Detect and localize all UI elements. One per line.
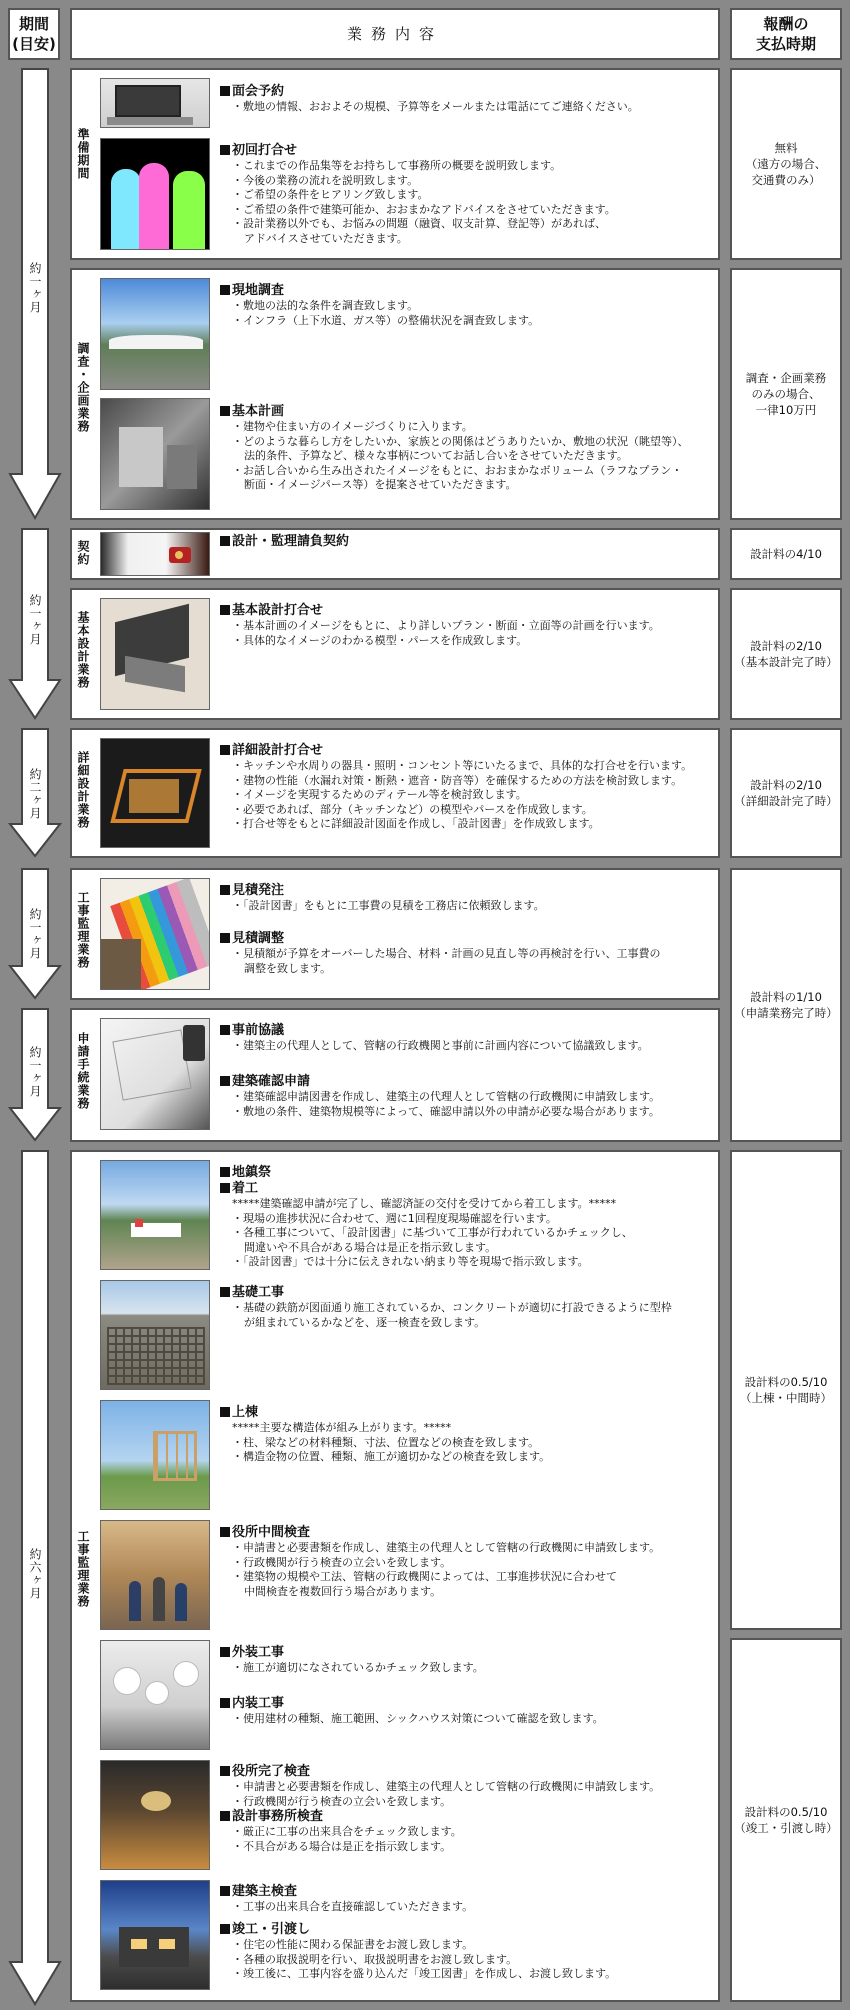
payment-cell-8 [730, 1638, 842, 2002]
site-photo [100, 278, 210, 390]
task-title: 事前協議 [232, 1023, 285, 1038]
task-line: ・ご希望の条件で建築可能か、おおまかなアドバイスをさせていただきます。 [232, 202, 616, 216]
payment-text: 設計料の4/10 [750, 547, 822, 561]
task-title: 建築主検査 [232, 1884, 298, 1899]
payment-cell-6 [730, 868, 842, 1142]
foundation-rebar-photo [100, 1280, 210, 1390]
task-genchi [220, 283, 539, 328]
task-title: 竣工・引渡し [232, 1922, 311, 1937]
task-line: 断面・イメージパース等）を提案させていただきます。 [244, 478, 517, 491]
task-line: ・具体的なイメージのわかる模型・パースを作成致します。 [232, 633, 528, 647]
task-line: ・行政機関が行う検査の立会いを致します。 [232, 1555, 452, 1569]
framing-photo [100, 1400, 210, 1510]
task-title: 見積発注 [232, 883, 285, 898]
payment-text: 無料 （遠方の場合、 交通費のみ） [745, 141, 827, 187]
payment-text: 設計料の2/10 （基本設計完了時） [734, 639, 838, 669]
task-kanryo-kensa [220, 1764, 660, 1854]
task-line: *****主要な構造体が組み上がります。***** [232, 1421, 452, 1434]
task-line: 間違いや不具合がある場合は是正を指示致します。 [244, 1240, 497, 1254]
task-title: 内装工事 [232, 1696, 285, 1711]
task-line: ・不具合がある場合は是正を指示致します。 [232, 1839, 452, 1853]
task-title: 上棟 [232, 1405, 259, 1420]
task-line: ・構造金物の位置、種類、施工が適切かなどの検査を致します。 [232, 1450, 551, 1463]
interior-model-photo [100, 398, 210, 510]
task-line: ・どのような暮らし方をしたいか、家族との関係はどうありたいか、敷地の状況（眺望等）、 [232, 434, 689, 448]
payment-cell-5 [730, 728, 842, 858]
task-line: ・申請書と必要書類を作成し、建築主の代理人として管轄の行政機関に申請致します。 [232, 1780, 661, 1793]
task-title: 役所完了検査 [232, 1764, 311, 1779]
task-line: ・住宅の性能に関わる保証書をお渡し致します。 [232, 1938, 474, 1951]
wood-frame-model-photo [100, 738, 210, 848]
task-line: ・建築物の規模や工法、管轄の行政機関によっては、工事進捗状況に合わせて [232, 1570, 617, 1583]
payment-text: 設計料の2/10 （詳細設計完了時） [734, 778, 838, 808]
task-line: *****建築確認申請が完了し、確認済証の交付を受けてから着工します。***** [232, 1197, 617, 1210]
stage-label-estimate: 工事監理業務 [76, 891, 90, 969]
task-line: ・建物の性能（水漏れ対策・断熱・遮音・防音等）を確保するための方法を検討致します。 [232, 773, 683, 787]
period-label-3: 約二ヶ月 [28, 768, 42, 820]
task-title: 初回打合せ [232, 143, 298, 158]
color-swatch-photo [100, 878, 210, 990]
payment-text: 調査・企画業務 のみの場合、 一律10万円 [745, 371, 827, 417]
stage-label-construction: 工事監理業務 [76, 1530, 90, 1608]
task-line: ・竣工後に、工事内容を盛り込んだ「竣工図書」を作成し、お渡し致します。 [232, 1967, 617, 1980]
task-line: ・施工が適切になされているかチェック致します。 [232, 1661, 484, 1674]
task-title: 建築確認申請 [232, 1074, 311, 1089]
task-line: ・敷地の情報、おおよその規模、予算等をメールまたは電話にてご連絡ください。 [232, 100, 639, 113]
task-line: が組まれているかなどを、逐一検査を致します。 [244, 1315, 486, 1329]
payment-cell-7 [730, 1150, 842, 1630]
task-line: 法的条件、予算など、様々な事柄についてお話し合いをさせていただきます。 [244, 449, 628, 462]
task-line: ・基礎の鉄筋が図面通り施工されているか、コンクリートが適切に打設できるように型枠 [232, 1301, 672, 1314]
task-naiso [220, 1696, 604, 1727]
contract-seal-photo [100, 532, 210, 576]
task-hikiwatashi [220, 1922, 616, 1982]
task-line: ・厳正に工事の出来具合をチェック致します。 [232, 1825, 462, 1838]
task-jizen-kyogi [220, 1023, 649, 1054]
task-title: 現地調査 [232, 283, 285, 298]
stage-label-survey: 調査・企画業務 [76, 342, 90, 433]
task-kihonsekkei [220, 603, 660, 648]
task-line: ・「設計図書」をもとに工事費の見積を工務店に依頼致します。 [232, 899, 545, 912]
stage-label-detail: 詳細設計業務 [76, 751, 90, 829]
task-line: ・行政機関が行う検査の立会いを致します。 [232, 1794, 452, 1808]
stage-label-basic: 基本設計業務 [76, 611, 90, 689]
task-menkai [220, 84, 639, 115]
task-title: 地鎮祭 [232, 1165, 272, 1180]
task-line: アドバイスさせていただきます。 [244, 231, 408, 245]
task-line: ・打合せ等をもとに詳細設計図面を作成し、「設計図書」を作成致します。 [232, 817, 600, 830]
task-line: ・インフラ（上下水道、ガス等）の整備状況を調査致します。 [232, 313, 540, 327]
task-line: ・今後の業務の流れを説明致します。 [232, 173, 419, 187]
payment-text: 設計料の1/10 （申請業務完了時） [734, 990, 838, 1020]
period-label-4: 約一ヶ月 [28, 908, 42, 960]
stage-label-prep: 準備期間 [76, 128, 90, 180]
content-header-label: 業務内容 [346, 24, 443, 43]
task-shosai [220, 743, 692, 832]
task-line: ・キッチンや水周りの器具・照明・コンセント等にいたるまで、具体的な打合せを行います。 [232, 759, 693, 772]
payment-text: 設計料の0.5/10 （上棟・中間時） [740, 1375, 832, 1405]
period-label-6: 約六ヶ月 [28, 1548, 42, 1600]
task-line: ・イメージを実現するためのディテール等を検討致します。 [232, 788, 527, 801]
period-label-2: 約一ヶ月 [28, 594, 42, 646]
stage-label-contract: 契約 [76, 540, 90, 566]
task-chukan-kensa [220, 1525, 660, 1599]
task-title: 外装工事 [232, 1645, 285, 1660]
task-jichinsai [220, 1165, 633, 1270]
task-line: ・敷地の条件、建築物規模等によって、確認申請以外の申請が必要な場合があります。 [232, 1104, 660, 1118]
task-title: 見積調整 [232, 931, 285, 946]
task-line: ・使用建材の種類、施工範囲、シックハウス対策について確認を致します。 [232, 1712, 604, 1725]
architecture-model-photo [100, 598, 210, 710]
task-line: ・「設計図書」では十分に伝えきれない納まり等を現場で指示致します。 [232, 1255, 589, 1268]
payment-header-label: 報酬の 支払時期 [755, 14, 816, 53]
task-title: 基礎工事 [232, 1285, 285, 1300]
task-line: ・建築主の代理人として、管轄の行政機関と事前に計画内容について協議致します。 [232, 1039, 649, 1052]
task-line: 中間検査を複数回行う場合があります。 [244, 1584, 442, 1598]
task-shokai [220, 143, 616, 246]
drawings-photo [100, 1018, 210, 1130]
task-title: 役所中間検査 [232, 1525, 311, 1540]
pendant-lamps-photo [100, 1640, 210, 1750]
payment-text: 設計料の0.5/10 （竣工・引渡し時） [734, 1805, 838, 1835]
task-title: 設計事務所検査 [232, 1809, 324, 1824]
task-keiyaku [220, 534, 349, 550]
interim-inspection-photo [100, 1520, 210, 1630]
task-line: ・柱、梁などの材料種類、寸法、位置などの検査を致します。 [232, 1435, 540, 1449]
task-joto [220, 1405, 550, 1465]
task-kenchikunushi-kensa [220, 1884, 473, 1915]
task-line: ・ご希望の条件をヒアリング致します。 [232, 188, 429, 201]
task-line: ・工事の出来具合を直接確認していただきます。 [232, 1900, 474, 1913]
payment-cell-2 [730, 268, 842, 520]
task-line: ・現場の進捗状況に合わせて、週に1回程度現場確認を行います。 [232, 1211, 557, 1225]
task-line: ・各種工事について、「設計図書」に基づいて工事が行われているかチェックし、 [232, 1226, 633, 1239]
task-line: 調整を致します。 [244, 961, 332, 975]
task-line: ・設計業務以外でも、お悩みの問題（融資、収支計算、登記等）があれば、 [232, 217, 606, 230]
task-kiso [220, 1285, 672, 1330]
stage-label-application: 申請手続業務 [76, 1032, 90, 1110]
laptop-photo [100, 78, 210, 128]
task-line: ・必要であれば、部分（キッチンなど）の模型やパースを作成致します。 [232, 802, 593, 816]
task-line: ・建築確認申請図書を作成し、建築主の代理人として管轄の行政機関に申請致します。 [232, 1090, 661, 1103]
period-header-label: 期間 (目安) [12, 14, 56, 53]
completed-house-photo [100, 1880, 210, 1990]
task-line: ・見積額が予算をオーバーした場合、材料・計画の見直し等の再検討を行い、工事費の [232, 947, 661, 960]
task-line: ・お話し合いから生み出されたイメージをもとに、おおまかなボリューム（ラフなプラン・ [232, 463, 683, 477]
task-title: 面会予約 [232, 84, 285, 99]
payment-cell-3 [730, 528, 842, 580]
period-label-1: 約一ヶ月 [28, 262, 42, 314]
task-kihonkeikaku [220, 404, 689, 493]
task-kakunin-shinsei [220, 1074, 660, 1119]
task-title: 着工 [232, 1181, 259, 1196]
task-gaiso [220, 1645, 484, 1676]
task-line: ・申請書と必要書類を作成し、建築主の代理人として管轄の行政機関に申請致します。 [232, 1541, 661, 1554]
period-label-5: 約一ヶ月 [28, 1046, 42, 1098]
period-header [8, 8, 60, 60]
meeting-silhouettes [100, 138, 210, 250]
task-line: ・敷地の法的な条件を調査致します。 [232, 299, 419, 312]
payment-cell-1 [730, 68, 842, 260]
task-title: 設計・監理請負契約 [232, 534, 350, 549]
task-mitsumori-chosei [220, 931, 660, 976]
content-header [70, 8, 720, 60]
payment-header [730, 8, 842, 60]
task-line: ・これまでの作品集等をお持ちして事務所の概要を説明致します。 [232, 159, 562, 172]
task-mitsumori-hatchu [220, 883, 545, 914]
task-title: 詳細設計打合せ [232, 743, 324, 758]
task-title: 基本計画 [232, 404, 285, 419]
payment-cell-4 [730, 588, 842, 720]
task-title: 基本設計打合せ [232, 603, 324, 618]
task-line: ・基本計画のイメージをもとに、より詳しいプラン・断面・立面等の計画を行います。 [232, 619, 660, 632]
task-line: ・建物や住まい方のイメージづくりに入ります。 [232, 420, 473, 433]
completed-interior-photo [100, 1760, 210, 1870]
ground-breaking-photo [100, 1160, 210, 1270]
task-line: ・各種の取扱説明を行い、取扱説明書をお渡し致します。 [232, 1952, 518, 1966]
